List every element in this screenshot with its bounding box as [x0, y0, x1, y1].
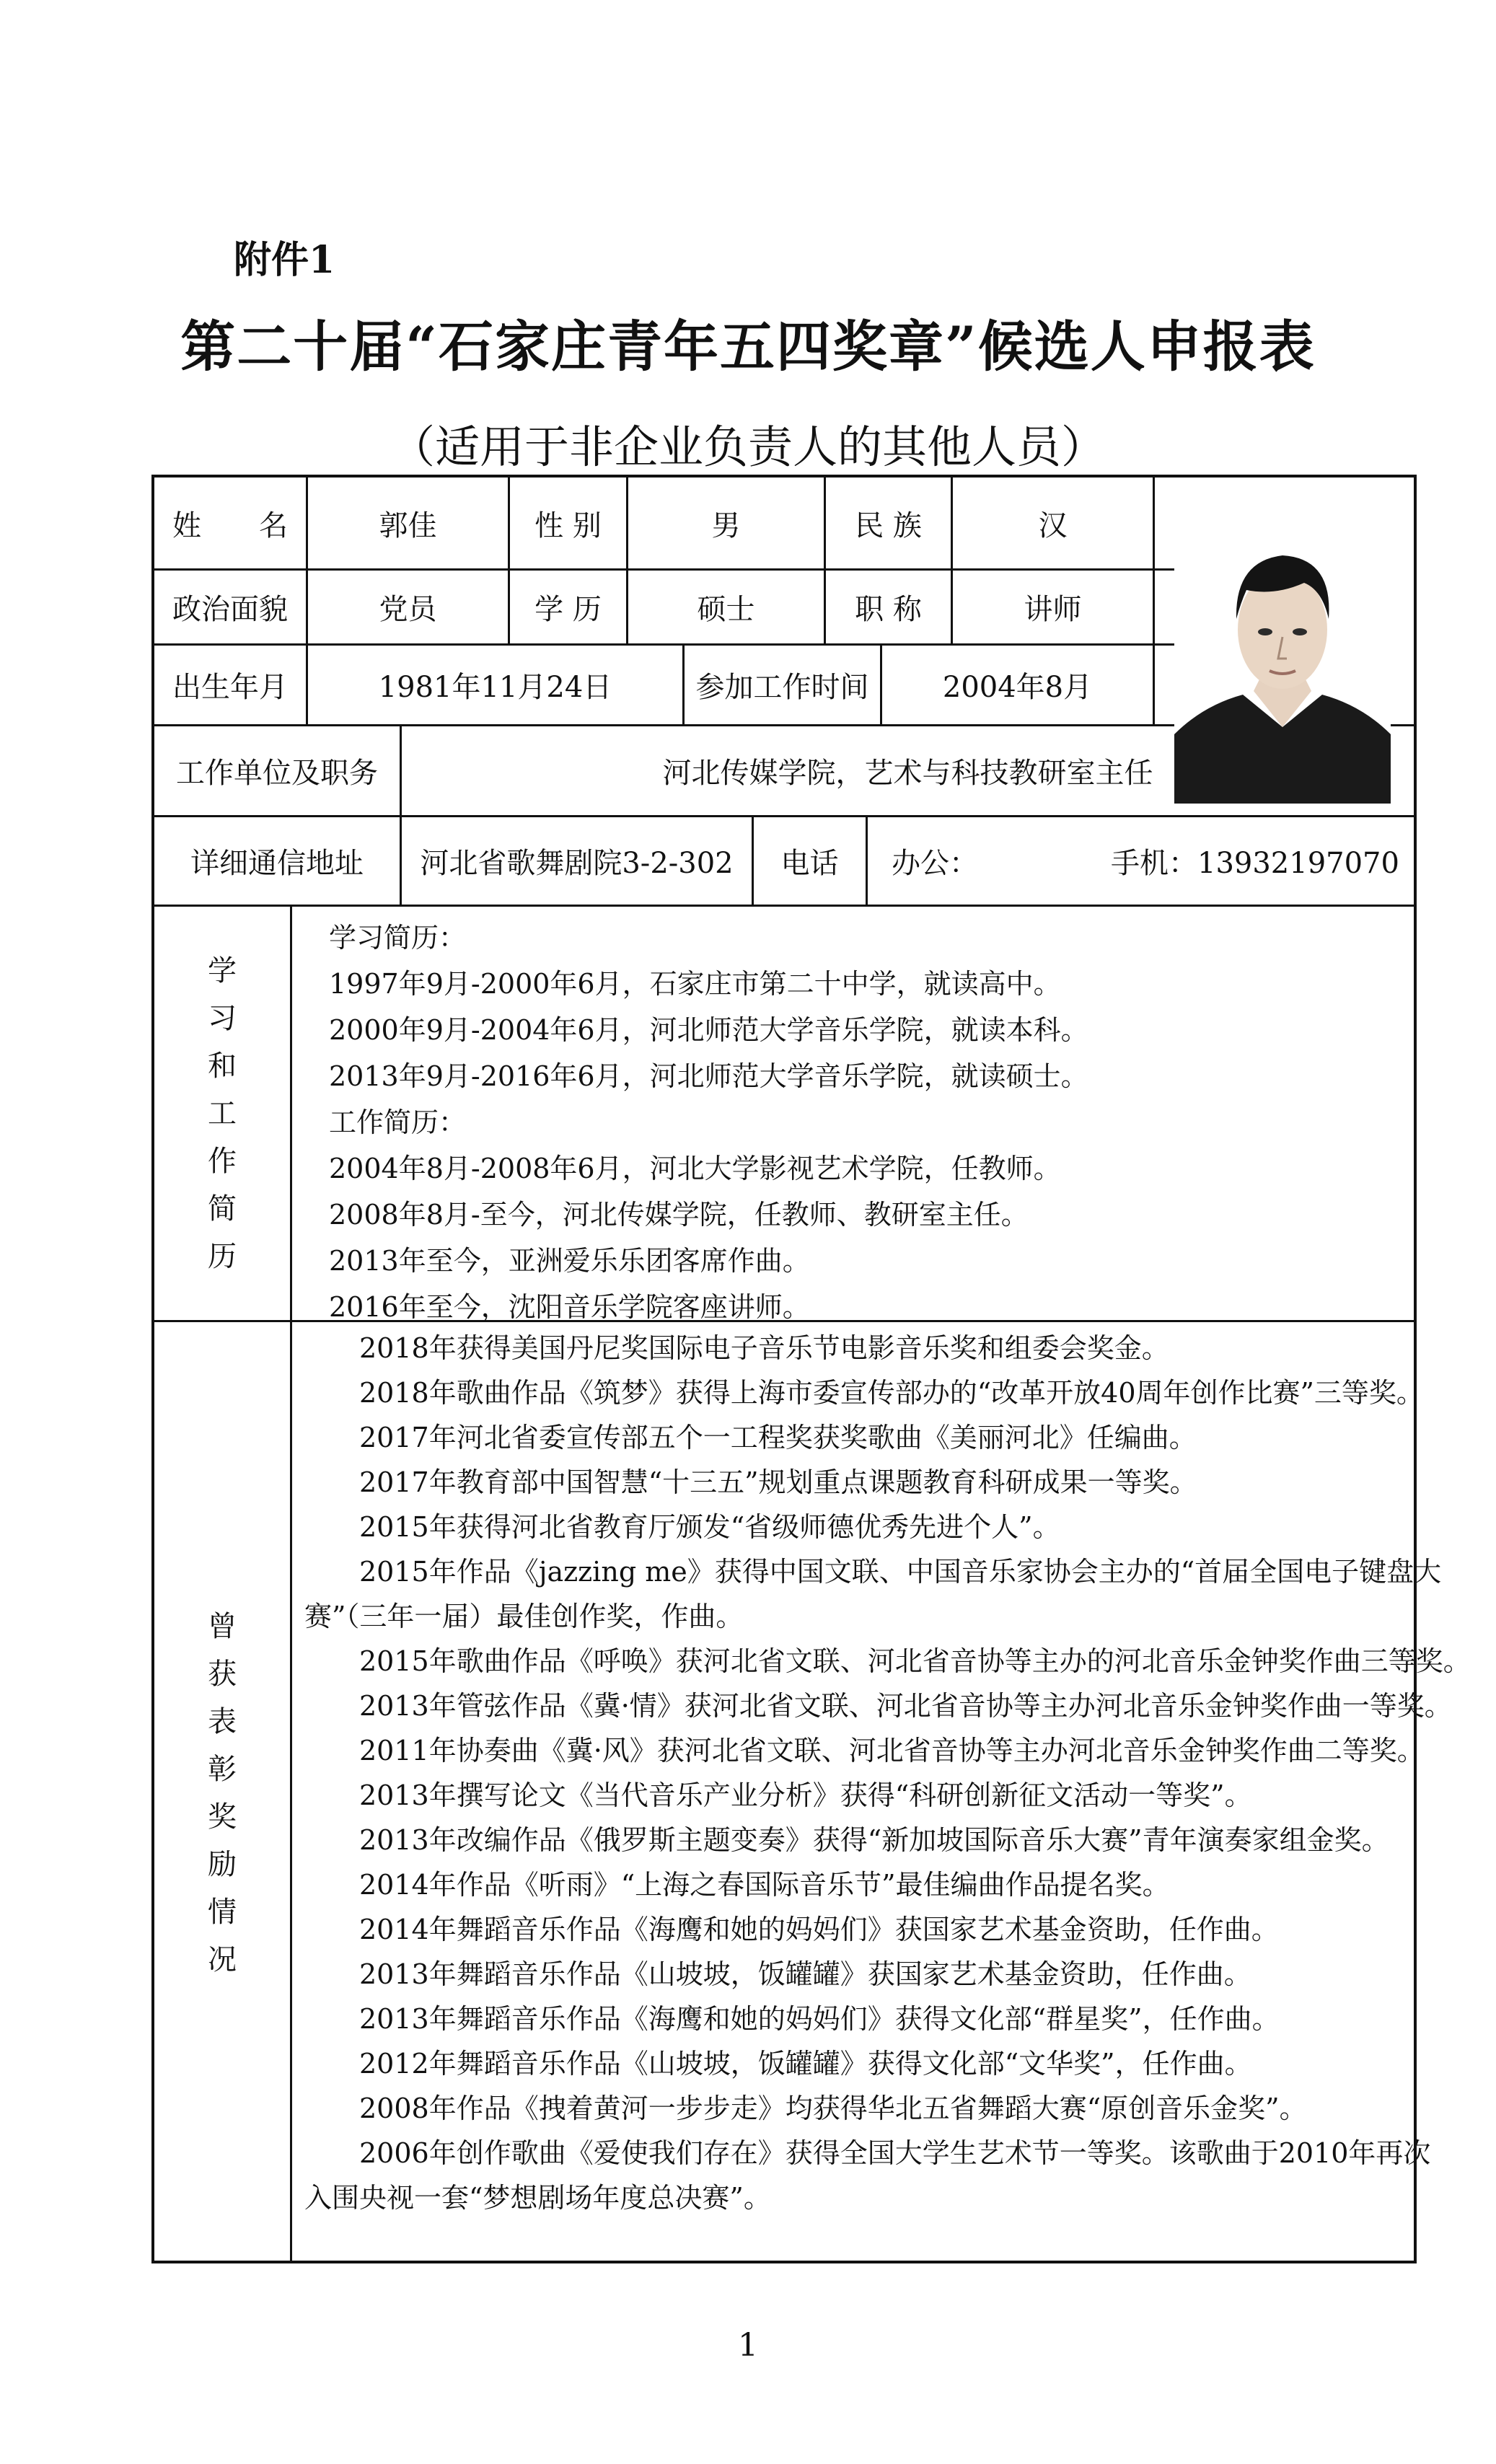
form-subtitle: （适用于非企业负责人的其他人员）: [390, 421, 1106, 473]
work-start-value: 2004年8月: [942, 671, 1093, 704]
form-title: 第二十届“石家庄青年五四奖章”候选人申报表: [180, 314, 1316, 379]
resume-line: 2000年9月-2004年6月，河北师范大学音乐学院，就读本科。: [329, 1014, 1088, 1046]
address-label: 详细通信地址: [190, 847, 364, 880]
education-label: 学 历: [534, 593, 602, 626]
award-line: 2018年歌曲作品《筑梦》获得上海市委宣传部办的“改革开放40周年创作比赛”三等奖。: [359, 1377, 1424, 1409]
resume-line: 2013年至今，亚洲爱乐乐团客席作曲。: [329, 1245, 810, 1277]
resume-line: 2008年8月-至今，河北传媒学院，任教师、教研室主任。: [329, 1199, 1029, 1231]
award-line: 2011年协奏曲《冀·风》获河北省文联、河北省音协等主办河北音乐金钟奖作曲二等奖。: [359, 1735, 1425, 1766]
section-label-char: 励: [208, 1847, 237, 1881]
award-line: 2013年舞蹈音乐作品《山坡坡，饭罐罐》获国家艺术基金资助，任作曲。: [359, 1958, 1251, 1990]
resume-line: 2004年8月-2008年6月，河北大学影视艺术学院，任教师。: [329, 1153, 1061, 1184]
education-value: 硕士: [697, 593, 755, 626]
award-line: 2017年河北省委宣传部五个一工程奖获奖歌曲《美丽河北》任编曲。: [359, 1422, 1197, 1453]
section-label-char: 表: [208, 1704, 237, 1738]
award-line: 2017年教育部中国智慧“十三五”规划重点课题教育科研成果一等奖。: [359, 1466, 1197, 1498]
col-divider: [290, 905, 292, 2263]
political-label: 政治面貌: [172, 593, 288, 626]
section-label-char: 工: [208, 1096, 237, 1130]
award-line: 2014年舞蹈音乐作品《海鹰和她的妈妈们》获国家艺术基金资助，任作曲。: [359, 1914, 1279, 1945]
award-line: 2015年获得河北省教育厅颁发“省级师德优秀先进个人”。: [359, 1511, 1060, 1543]
award-line: 2013年管弦作品《冀·情》获河北省文联、河北省音协等主办河北音乐金钟奖作曲一等奖。: [359, 1690, 1452, 1722]
award-line: 2013年改编作品《俄罗斯主题变奏》获得“新加坡国际音乐大赛”青年演奏家组金奖。: [359, 1824, 1389, 1856]
political-value: 党员: [379, 593, 437, 626]
name-label: 姓 名: [172, 509, 288, 542]
work-start-label: 参加工作时间: [695, 671, 869, 704]
section-label-char: 简: [208, 1192, 237, 1226]
address-value: 河北省歌舞剧院3-2-302: [420, 847, 734, 880]
mobile-phone: 手机：13932197070: [1111, 847, 1399, 880]
award-line: 2013年撰写论文《当代音乐产业分析》获得“科研创新征文活动一等奖”。: [359, 1779, 1252, 1811]
page-number: 1: [738, 2327, 758, 2364]
resume-line: 2013年9月-2016年6月，河北师范大学音乐学院，就读硕士。: [329, 1060, 1088, 1092]
office-phone-label: 办公：: [892, 847, 978, 880]
resume-line: 2016年至今，沈阳音乐学院客座讲师。: [329, 1291, 810, 1323]
award-line: 入围央视一套“梦想剧场年度总决赛”。: [304, 2182, 771, 2214]
name-value: 郭佳: [379, 509, 437, 542]
section-label-char: 获: [208, 1657, 237, 1691]
section-label-char: 和: [208, 1049, 237, 1083]
section-label-char: 况: [208, 1942, 237, 1976]
awards-section-label: [154, 1322, 290, 2263]
resume-section-label: [154, 907, 290, 1320]
ethnicity-value: 汉: [1038, 509, 1068, 542]
award-line: 2015年歌曲作品《呼唤》获河北省文联、河北省音协等主办的河北音乐金钟奖作曲三等奖。: [359, 1645, 1471, 1677]
birth-label: 出生年月: [172, 671, 288, 704]
section-label-char: 曾: [208, 1609, 237, 1643]
birth-value: 1981年11月24日: [378, 671, 612, 704]
col-divider: [866, 815, 868, 905]
award-line: 2006年创作歌曲《爱使我们存在》获得全国大学生艺术节一等奖。该歌曲于2010年再次: [359, 2137, 1431, 2169]
col-divider: [1153, 475, 1155, 724]
resume-line: 1997年9月-2000年6月，石家庄市第二十中学，就读高中。: [329, 968, 1061, 1000]
section-label-char: 习: [208, 1001, 237, 1035]
ethnicity-label: 民 族: [855, 509, 922, 542]
section-label-char: 作: [208, 1144, 237, 1178]
section-label-char: 奖: [208, 1800, 237, 1834]
award-line: 2008年作品《拽着黄河一步步走》均获得华北五省舞蹈大赛“原创音乐金奖”。: [359, 2093, 1307, 2124]
resume-line: 学习简历：: [329, 922, 467, 954]
resume-text: [329, 915, 1396, 1330]
job-title-value: 讲师: [1024, 593, 1082, 626]
job-title-label: 职 称: [855, 593, 922, 626]
section-label-char: 情: [208, 1895, 237, 1929]
section-label-char: 学: [208, 954, 237, 987]
attachment-label: 附件1: [234, 238, 335, 282]
gender-label: 性 别: [534, 509, 602, 542]
award-line: 2018年获得美国丹尼奖国际电子音乐节电影音乐奖和组委会奖金。: [359, 1332, 1169, 1364]
award-line: 2015年作品《jazzing me》获得中国文联、中国音乐家协会主办的“首届全国电子键盘大: [359, 1556, 1442, 1588]
section-label-char: 彰: [208, 1752, 237, 1786]
phone-label: 电话: [780, 847, 839, 880]
award-line: 2012年舞蹈音乐作品《山坡坡，饭罐罐》获得文化部“文华奖”，任作曲。: [359, 2048, 1252, 2080]
award-line: 2014年作品《听雨》“上海之春国际音乐节”最佳编曲作品提名奖。: [359, 1869, 1170, 1901]
row-divider: [151, 905, 1417, 907]
awards-text: [304, 1326, 1471, 2220]
employer-value: 河北传媒学院，艺术与科技教研室主任: [662, 757, 1153, 790]
section-label-char: 历: [208, 1239, 237, 1273]
employer-label: 工作单位及职务: [176, 757, 378, 790]
resume-line: 工作简历：: [329, 1106, 467, 1138]
award-line: 赛”（三年一届）最佳创作奖，作曲。: [304, 1601, 744, 1632]
gender-value: 男: [711, 509, 741, 542]
award-line: 2013年舞蹈音乐作品《海鹰和她的妈妈们》获得文化部“群星奖”，任作曲。: [359, 2003, 1280, 2035]
